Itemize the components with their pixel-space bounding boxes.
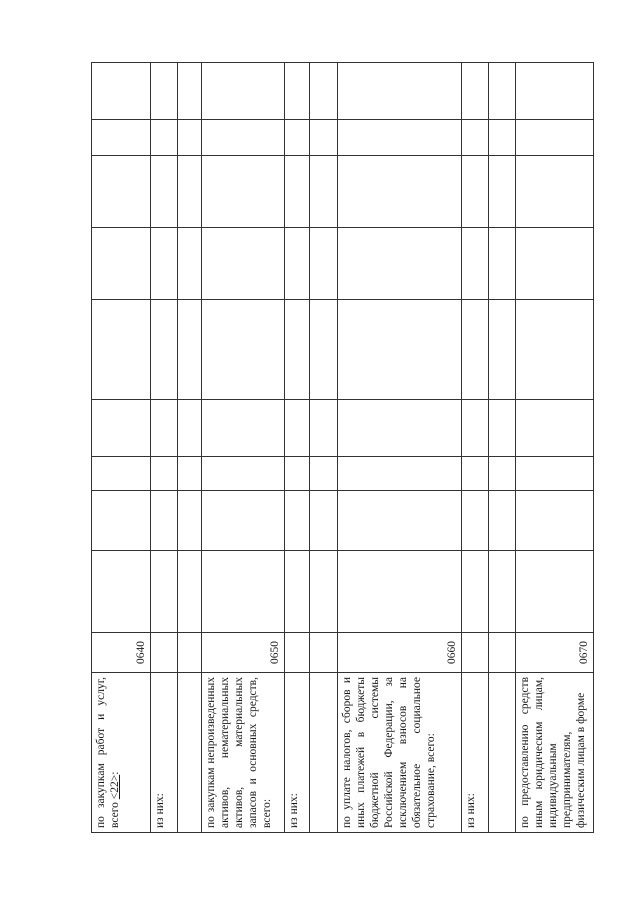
- table-cell: [178, 63, 202, 120]
- table-cell: [338, 400, 462, 457]
- table-cell: [516, 228, 594, 300]
- table-cell: [285, 228, 310, 300]
- table-cell: [462, 156, 489, 228]
- table-cell: [151, 228, 178, 300]
- table-cell: [285, 156, 310, 228]
- table-cell: [178, 156, 202, 228]
- table-cell: [462, 491, 489, 551]
- table-cell: [338, 457, 462, 491]
- row-name: [489, 673, 516, 833]
- row-code: [178, 633, 202, 673]
- table-cell: [202, 551, 285, 633]
- table-cell: [285, 551, 310, 633]
- table-cell: [151, 120, 178, 156]
- table-cell: [310, 156, 338, 228]
- table-cell: [516, 156, 594, 228]
- table-cell: [310, 491, 338, 551]
- table-row: [178, 63, 202, 833]
- table-cell: [489, 63, 516, 120]
- table-cell: [202, 457, 285, 491]
- table-cell: [285, 400, 310, 457]
- table-cell: [92, 63, 151, 120]
- table-cell: [92, 120, 151, 156]
- table-cell: [462, 300, 489, 400]
- row-code: 0650: [202, 633, 285, 673]
- table-cell: [310, 551, 338, 633]
- table-cell: [489, 228, 516, 300]
- table-cell: [462, 551, 489, 633]
- table-cell: [310, 63, 338, 120]
- table-cell: [516, 457, 594, 491]
- table-row: [202, 63, 285, 833]
- table-cell: [310, 400, 338, 457]
- table-cell: [92, 400, 151, 457]
- row-name: из них:: [151, 673, 178, 833]
- row-name: [310, 673, 338, 833]
- table-cell: [151, 491, 178, 551]
- table-cell: [92, 156, 151, 228]
- table-row: [151, 63, 178, 833]
- table-cell: [285, 457, 310, 491]
- table-cell: [151, 300, 178, 400]
- table-cell: [338, 551, 462, 633]
- table-cell: [202, 300, 285, 400]
- table-cell: [489, 400, 516, 457]
- table-cell: [202, 491, 285, 551]
- table-cell: [310, 228, 338, 300]
- table-cell: [178, 300, 202, 400]
- table-cell: [151, 551, 178, 633]
- table-cell: [516, 120, 594, 156]
- table-cell: [92, 228, 151, 300]
- table-cell: [516, 551, 594, 633]
- table-cell: [462, 400, 489, 457]
- row-name: по закупкам работ и услуг, всего <22>:: [92, 673, 151, 833]
- table-cell: [338, 63, 462, 120]
- table-cell: [151, 63, 178, 120]
- table-cell: [92, 457, 151, 491]
- table-cell: [178, 120, 202, 156]
- table-cell: [489, 457, 516, 491]
- row-code: [285, 633, 310, 673]
- table-cell: [92, 551, 151, 633]
- table-cell: [462, 63, 489, 120]
- table-cell: [489, 120, 516, 156]
- table-cell: [516, 491, 594, 551]
- table-cell: [338, 228, 462, 300]
- row-name: по предоставлению средств иным юридическим лицам, индивидуальным предпринимателям, физическим лицам в форме: [516, 673, 594, 833]
- table-cell: [338, 300, 462, 400]
- row-code: 0670: [516, 633, 594, 673]
- table-cell: [516, 63, 594, 120]
- table-cell: [516, 300, 594, 400]
- table-cell: [202, 400, 285, 457]
- table-row: [338, 63, 462, 833]
- row-code: 0640: [92, 633, 151, 673]
- table-cell: [489, 491, 516, 551]
- table-cell: [338, 156, 462, 228]
- row-name: из них:: [285, 673, 310, 833]
- footnote-ref[interactable]: <22>: [109, 774, 121, 800]
- table-cell: [151, 400, 178, 457]
- table-cell: [462, 120, 489, 156]
- table-cell: [285, 63, 310, 120]
- table-cell: [310, 457, 338, 491]
- table-cell: [338, 120, 462, 156]
- table-cell: [310, 300, 338, 400]
- table-cell: [92, 300, 151, 400]
- row-code: [151, 633, 178, 673]
- table-cell: [202, 156, 285, 228]
- table-cell: [178, 491, 202, 551]
- table-row: [462, 63, 489, 833]
- table-row: [489, 63, 516, 833]
- rotated-table-container: [91, 63, 590, 833]
- table-cell: [489, 300, 516, 400]
- table-cell: [285, 300, 310, 400]
- row-code: 0660: [338, 633, 462, 673]
- table-cell: [151, 156, 178, 228]
- table-cell: [462, 228, 489, 300]
- table-cell: [285, 120, 310, 156]
- table-row: [92, 63, 151, 833]
- table-row: [310, 63, 338, 833]
- table-cell: [285, 491, 310, 551]
- row-name: по уплате налогов, сборов и иных платежей в бюджеты бюджетной системы Российской Федерации, за исключением взносов на обязательное социальное страхование, всего:: [338, 673, 462, 833]
- row-code: [489, 633, 516, 673]
- table-cell: [178, 228, 202, 300]
- row-code: [462, 633, 489, 673]
- table-cell: [178, 457, 202, 491]
- table-cell: [310, 120, 338, 156]
- table-cell: [202, 120, 285, 156]
- table-cell: [489, 551, 516, 633]
- table-cell: [516, 400, 594, 457]
- row-name: по закупкам непроизведенных активов, нематериальных активов, материальных запасов и основных средств, всего:: [202, 673, 285, 833]
- row-name: из них:: [462, 673, 489, 833]
- table-cell: [202, 63, 285, 120]
- table-cell: [178, 400, 202, 457]
- row-code: [310, 633, 338, 673]
- table-cell: [151, 457, 178, 491]
- report-table: [91, 62, 594, 833]
- table-cell: [92, 491, 151, 551]
- table-cell: [489, 156, 516, 228]
- table-row: [516, 63, 594, 833]
- table-cell: [338, 491, 462, 551]
- table-cell: [462, 457, 489, 491]
- table-cell: [178, 551, 202, 633]
- table-row: [285, 63, 310, 833]
- table-cell: [202, 228, 285, 300]
- row-name: [178, 673, 202, 833]
